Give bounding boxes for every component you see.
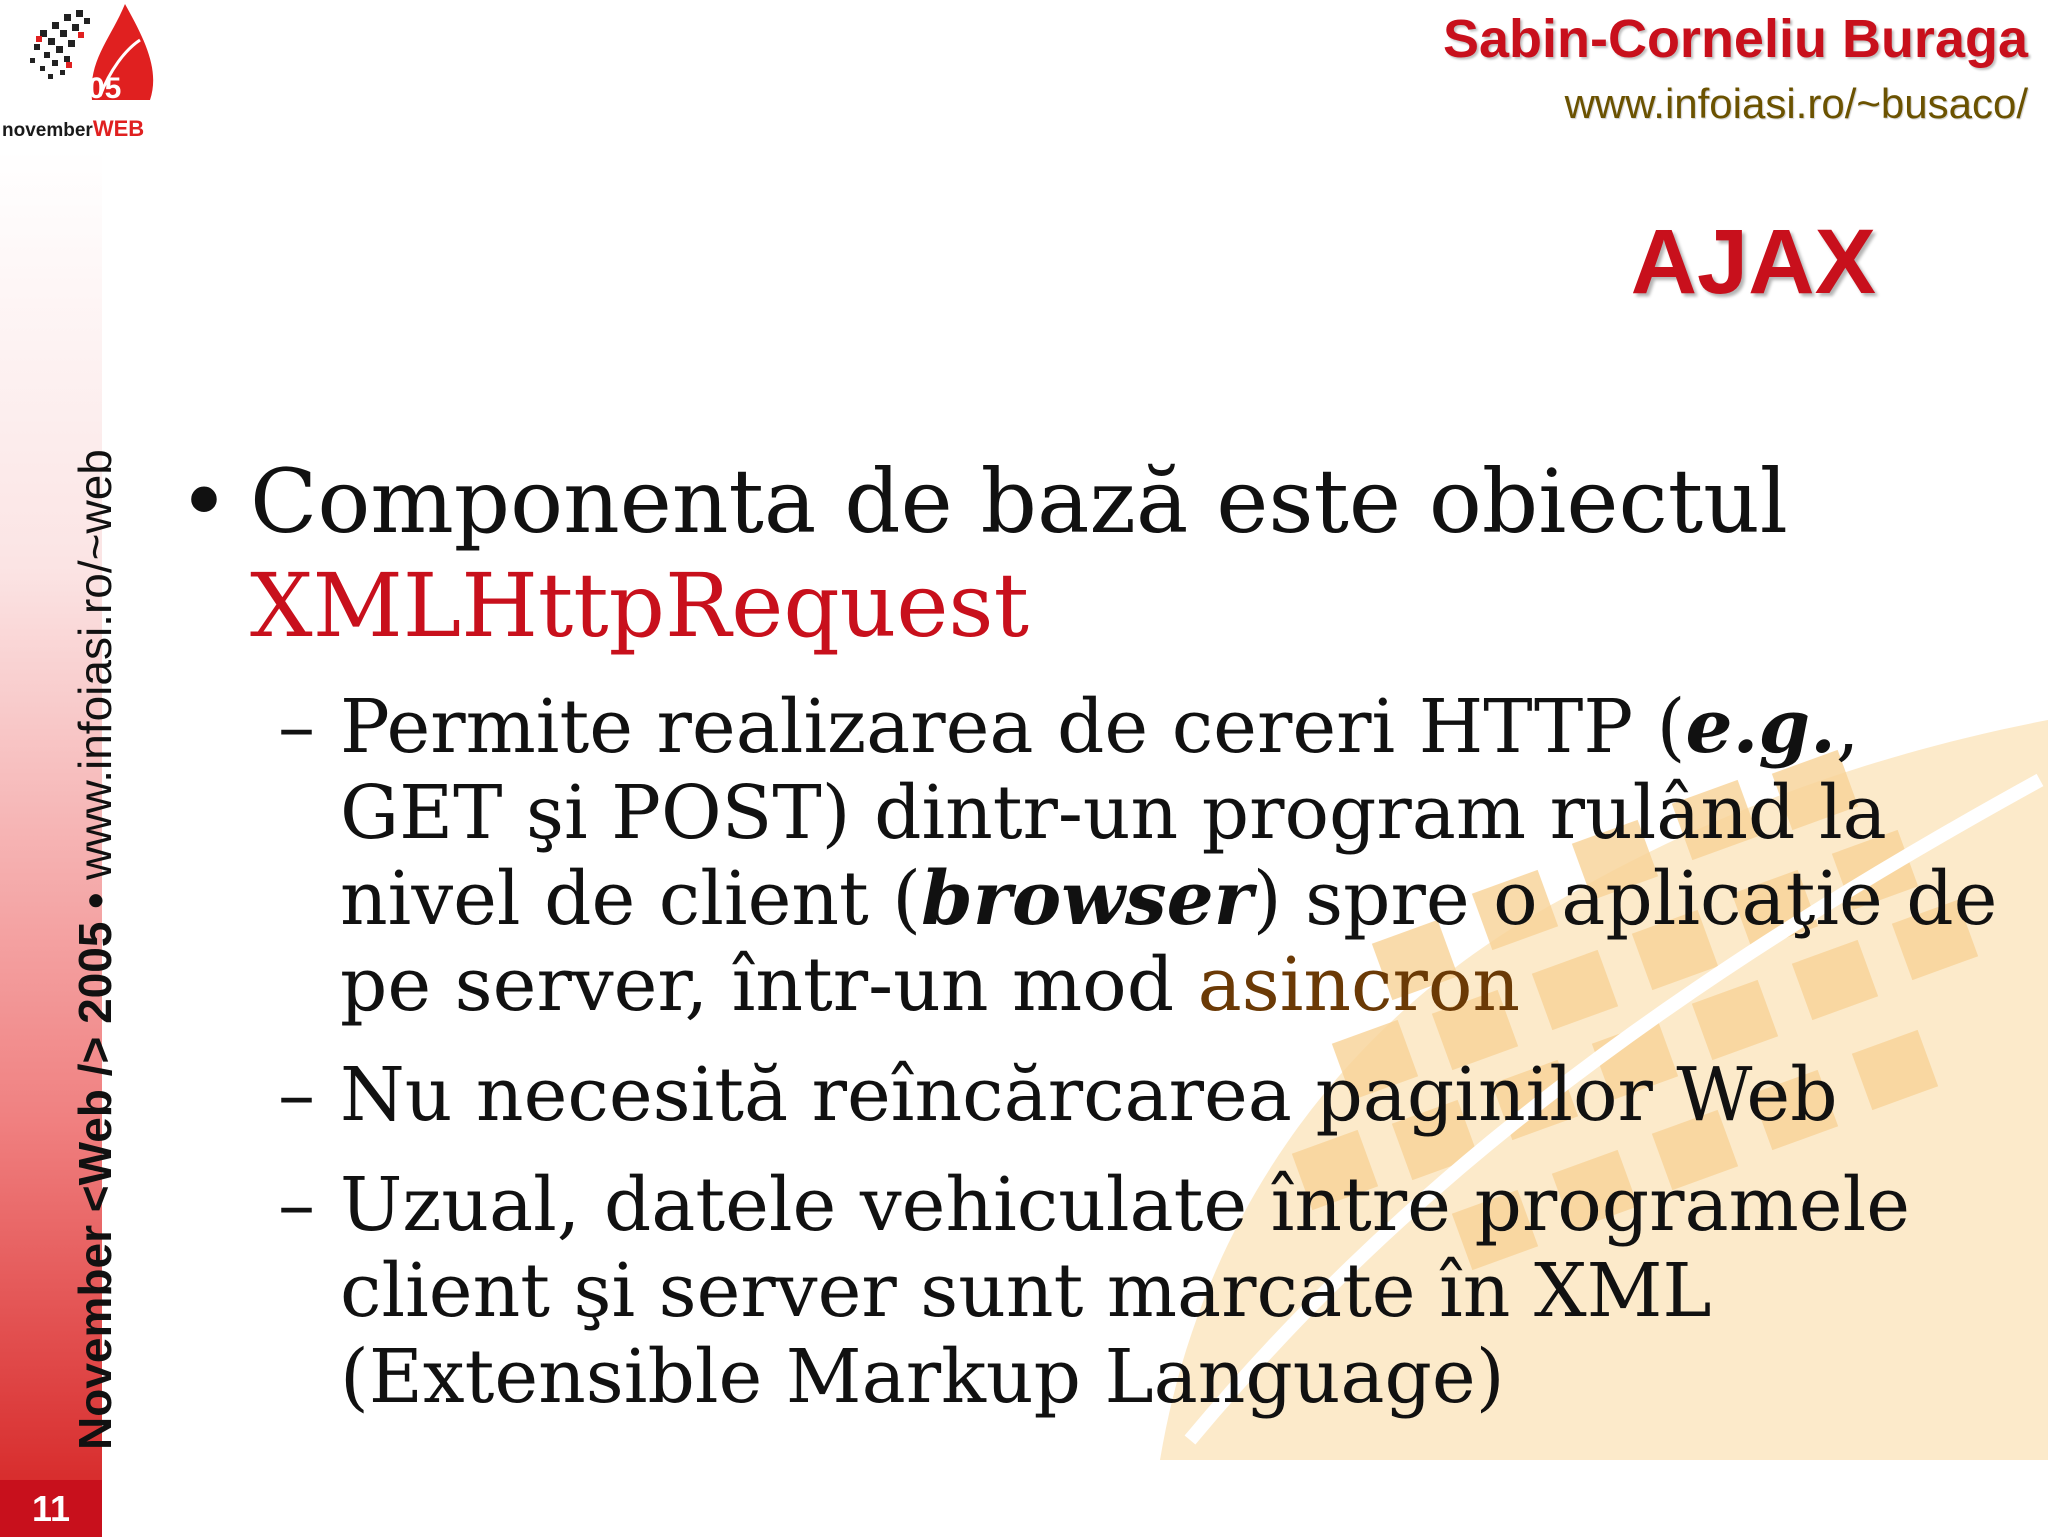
sub1-asincron: asincron bbox=[1197, 942, 1521, 1028]
sidebar-vertical-text bbox=[68, 449, 122, 1450]
page-number: 11 bbox=[0, 1480, 102, 1537]
sub1-part2: , GET şi POST) dintr-un program rulând la nivel de client ( bbox=[340, 684, 1887, 942]
bullet-main bbox=[170, 450, 2030, 658]
sub-bullet-2 bbox=[170, 1052, 2030, 1138]
sidebar-separator: • bbox=[69, 892, 121, 909]
sub1-eg: e.g. bbox=[1685, 684, 1836, 770]
slide-title: AJAX bbox=[1630, 211, 1876, 313]
logo-november: november bbox=[2, 120, 93, 141]
dash-icon: – bbox=[278, 1162, 315, 1248]
sub-bullet-3 bbox=[170, 1162, 2030, 1420]
xmlhttprequest-term: XMLHttpRequest bbox=[250, 554, 1029, 657]
author-name: Sabin-Corneliu Buraga bbox=[1442, 9, 2028, 69]
sidebar-site[interactable]: www.infoiasi.ro/~web bbox=[69, 449, 121, 880]
sub1-part1: Permite realizarea de cereri HTTP ( bbox=[340, 684, 1686, 770]
sub1-part3: ) spre o aplicaţie de pe server, într-un mod bbox=[340, 856, 1998, 1028]
dash-icon: – bbox=[278, 684, 315, 770]
bullet-main-text: Componenta de bază este obiectul bbox=[250, 450, 1788, 553]
sub3-text: Uzual, datele vehiculate între programele client şi server sunt marcate în XML (Extensible Markup Language) bbox=[340, 1162, 1911, 1420]
sub-bullet-list bbox=[170, 684, 2030, 1420]
november-web-logo bbox=[0, 0, 175, 150]
logo-year: 05 bbox=[88, 72, 122, 105]
slide-content bbox=[170, 450, 2030, 1444]
author-url[interactable]: www.infoiasi.ro/~busaco/ bbox=[1564, 80, 2028, 127]
logo-text bbox=[2, 116, 144, 142]
sub1-browser: browser bbox=[921, 856, 1253, 942]
sub-bullet-1 bbox=[170, 684, 2030, 1028]
sidebar-event: November <Web /> 2005 bbox=[69, 921, 121, 1450]
bullet-dot-icon: • bbox=[178, 450, 230, 553]
logo-web: WEB bbox=[92, 116, 145, 141]
sub2-text: Nu necesită reîncărcarea paginilor Web bbox=[340, 1052, 1838, 1138]
dash-icon: – bbox=[278, 1052, 315, 1138]
